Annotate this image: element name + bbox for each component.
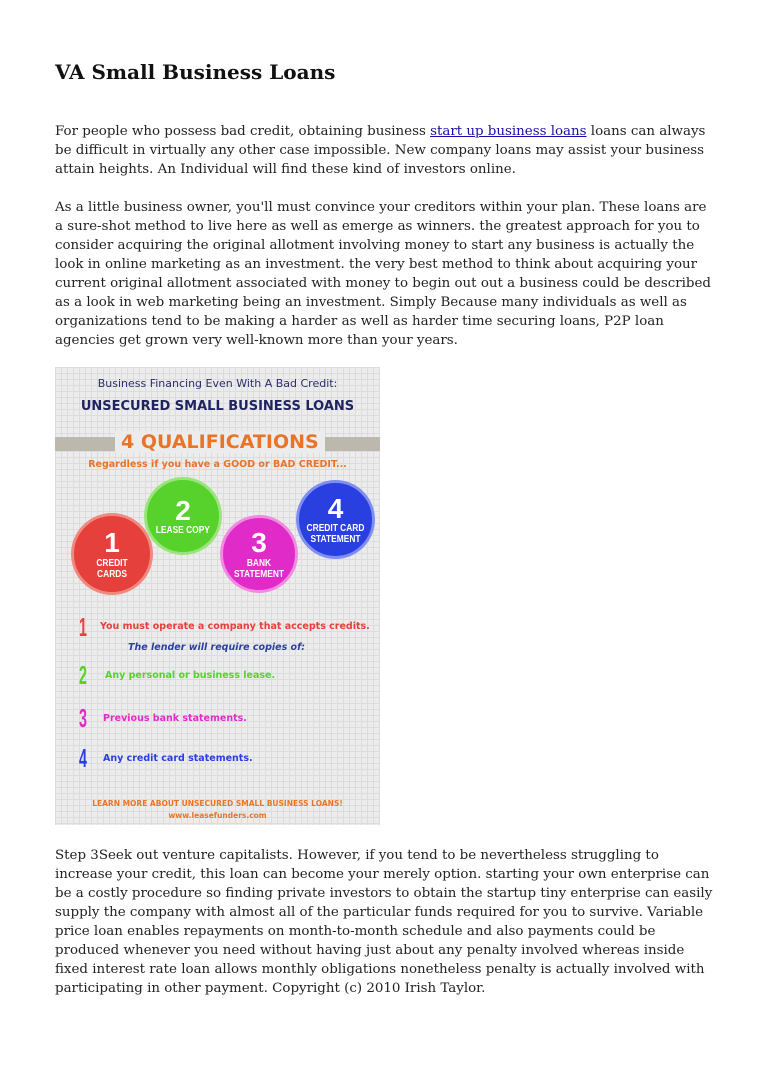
circle-label: CREDIT CARDS — [96, 556, 128, 580]
lender-note: The lender will require copies of: — [128, 642, 306, 653]
paragraph-intro — [55, 122, 715, 179]
infographic-image — [55, 367, 380, 825]
infographic-subtitle: Business Financing Even With A Bad Credit: — [97, 377, 338, 390]
qualifications-heading: 4 QUALIFICATIONS — [115, 431, 325, 453]
page-title: VA Small Business Loans — [55, 60, 336, 84]
footer-url: www.leasefunders.com — [168, 811, 267, 820]
item-text: You must operate a company that accepts credits. — [100, 621, 370, 632]
regardless-text: Regardless if you have a GOOD or BAD CREDIT... — [88, 459, 347, 470]
circle-number: 1 — [104, 527, 120, 559]
item-text: Any personal or business lease. — [105, 670, 276, 681]
item-text: Previous bank statements. — [103, 713, 247, 724]
item-text: Any credit card statements. — [103, 753, 253, 764]
start-up-business-loans-link[interactable]: start up business loans — [430, 124, 587, 139]
circle-label: BANK STATEMENT — [233, 556, 285, 580]
footer-cta: LEARN MORE ABOUT UNSECURED SMALL BUSINESS LOANS! — [92, 799, 343, 808]
item-number: 3 — [79, 703, 87, 733]
circle-bank-statement — [220, 515, 298, 593]
infographic-heading: UNSECURED SMALL BUSINESS LOANS — [80, 399, 355, 414]
circle-number: 4 — [327, 492, 344, 524]
item-number: 4 — [79, 743, 87, 773]
text: loans can always be difficult in virtually any other case impossible. New company loans may assist your business attain heights. An Individual will find these kind of investors online. — [55, 124, 706, 177]
circle-label: LEASE COPY — [155, 524, 211, 537]
paragraph-venture-capitalists: Step 3Seek out venture capitalists. However, if you tend to be nevertheless struggling to increase your credit, this loan can become your merely option. starting your own enterprise can be a costly procedure so finding private investors to obtain the startup tiny enterprise can easily supply the company with almost all of the particular funds required for you to survive. Variable price loan enables repayments on month-to-month schedule and also payments could be produced whenever you need without having just about any penalty involved whereas inside fixed interest rate loan allows monthly obligations nonetheless penalty is actually involved with participating in other payment. Copyright (c) 2010 Irish Taylor. — [55, 848, 713, 996]
circle-lease-copy — [144, 477, 222, 555]
circle-number: 3 — [251, 527, 267, 559]
paragraph-business-owner: As a little business owner, you'll must convince your creditors within your plan. These loans are a sure-shot method to live here as well as emerge as winners. the greatest approach for you to consider acquiring the original allotment involving money to start any business is actually the look in online marketing as an investment. the very best method to think about acquiring your current original allotment associated with money to begin out out a business could be described as a look in web marketing being an investment. Simply Because many individuals as well as organizations tend to be making a harder as well as harder time securing loans, P2P loan agencies get grown very well-known more than your years. — [55, 200, 711, 348]
item-number: 1 — [79, 612, 87, 642]
circle-label: CREDIT CARD STATEMENT — [306, 522, 365, 546]
circle-number: 2 — [175, 494, 191, 526]
circle-credit-card-statement — [296, 480, 375, 559]
text: For people who possess bad credit, obtaining business — [55, 124, 431, 139]
circle-credit-cards — [71, 513, 153, 595]
item-number: 2 — [79, 660, 87, 690]
